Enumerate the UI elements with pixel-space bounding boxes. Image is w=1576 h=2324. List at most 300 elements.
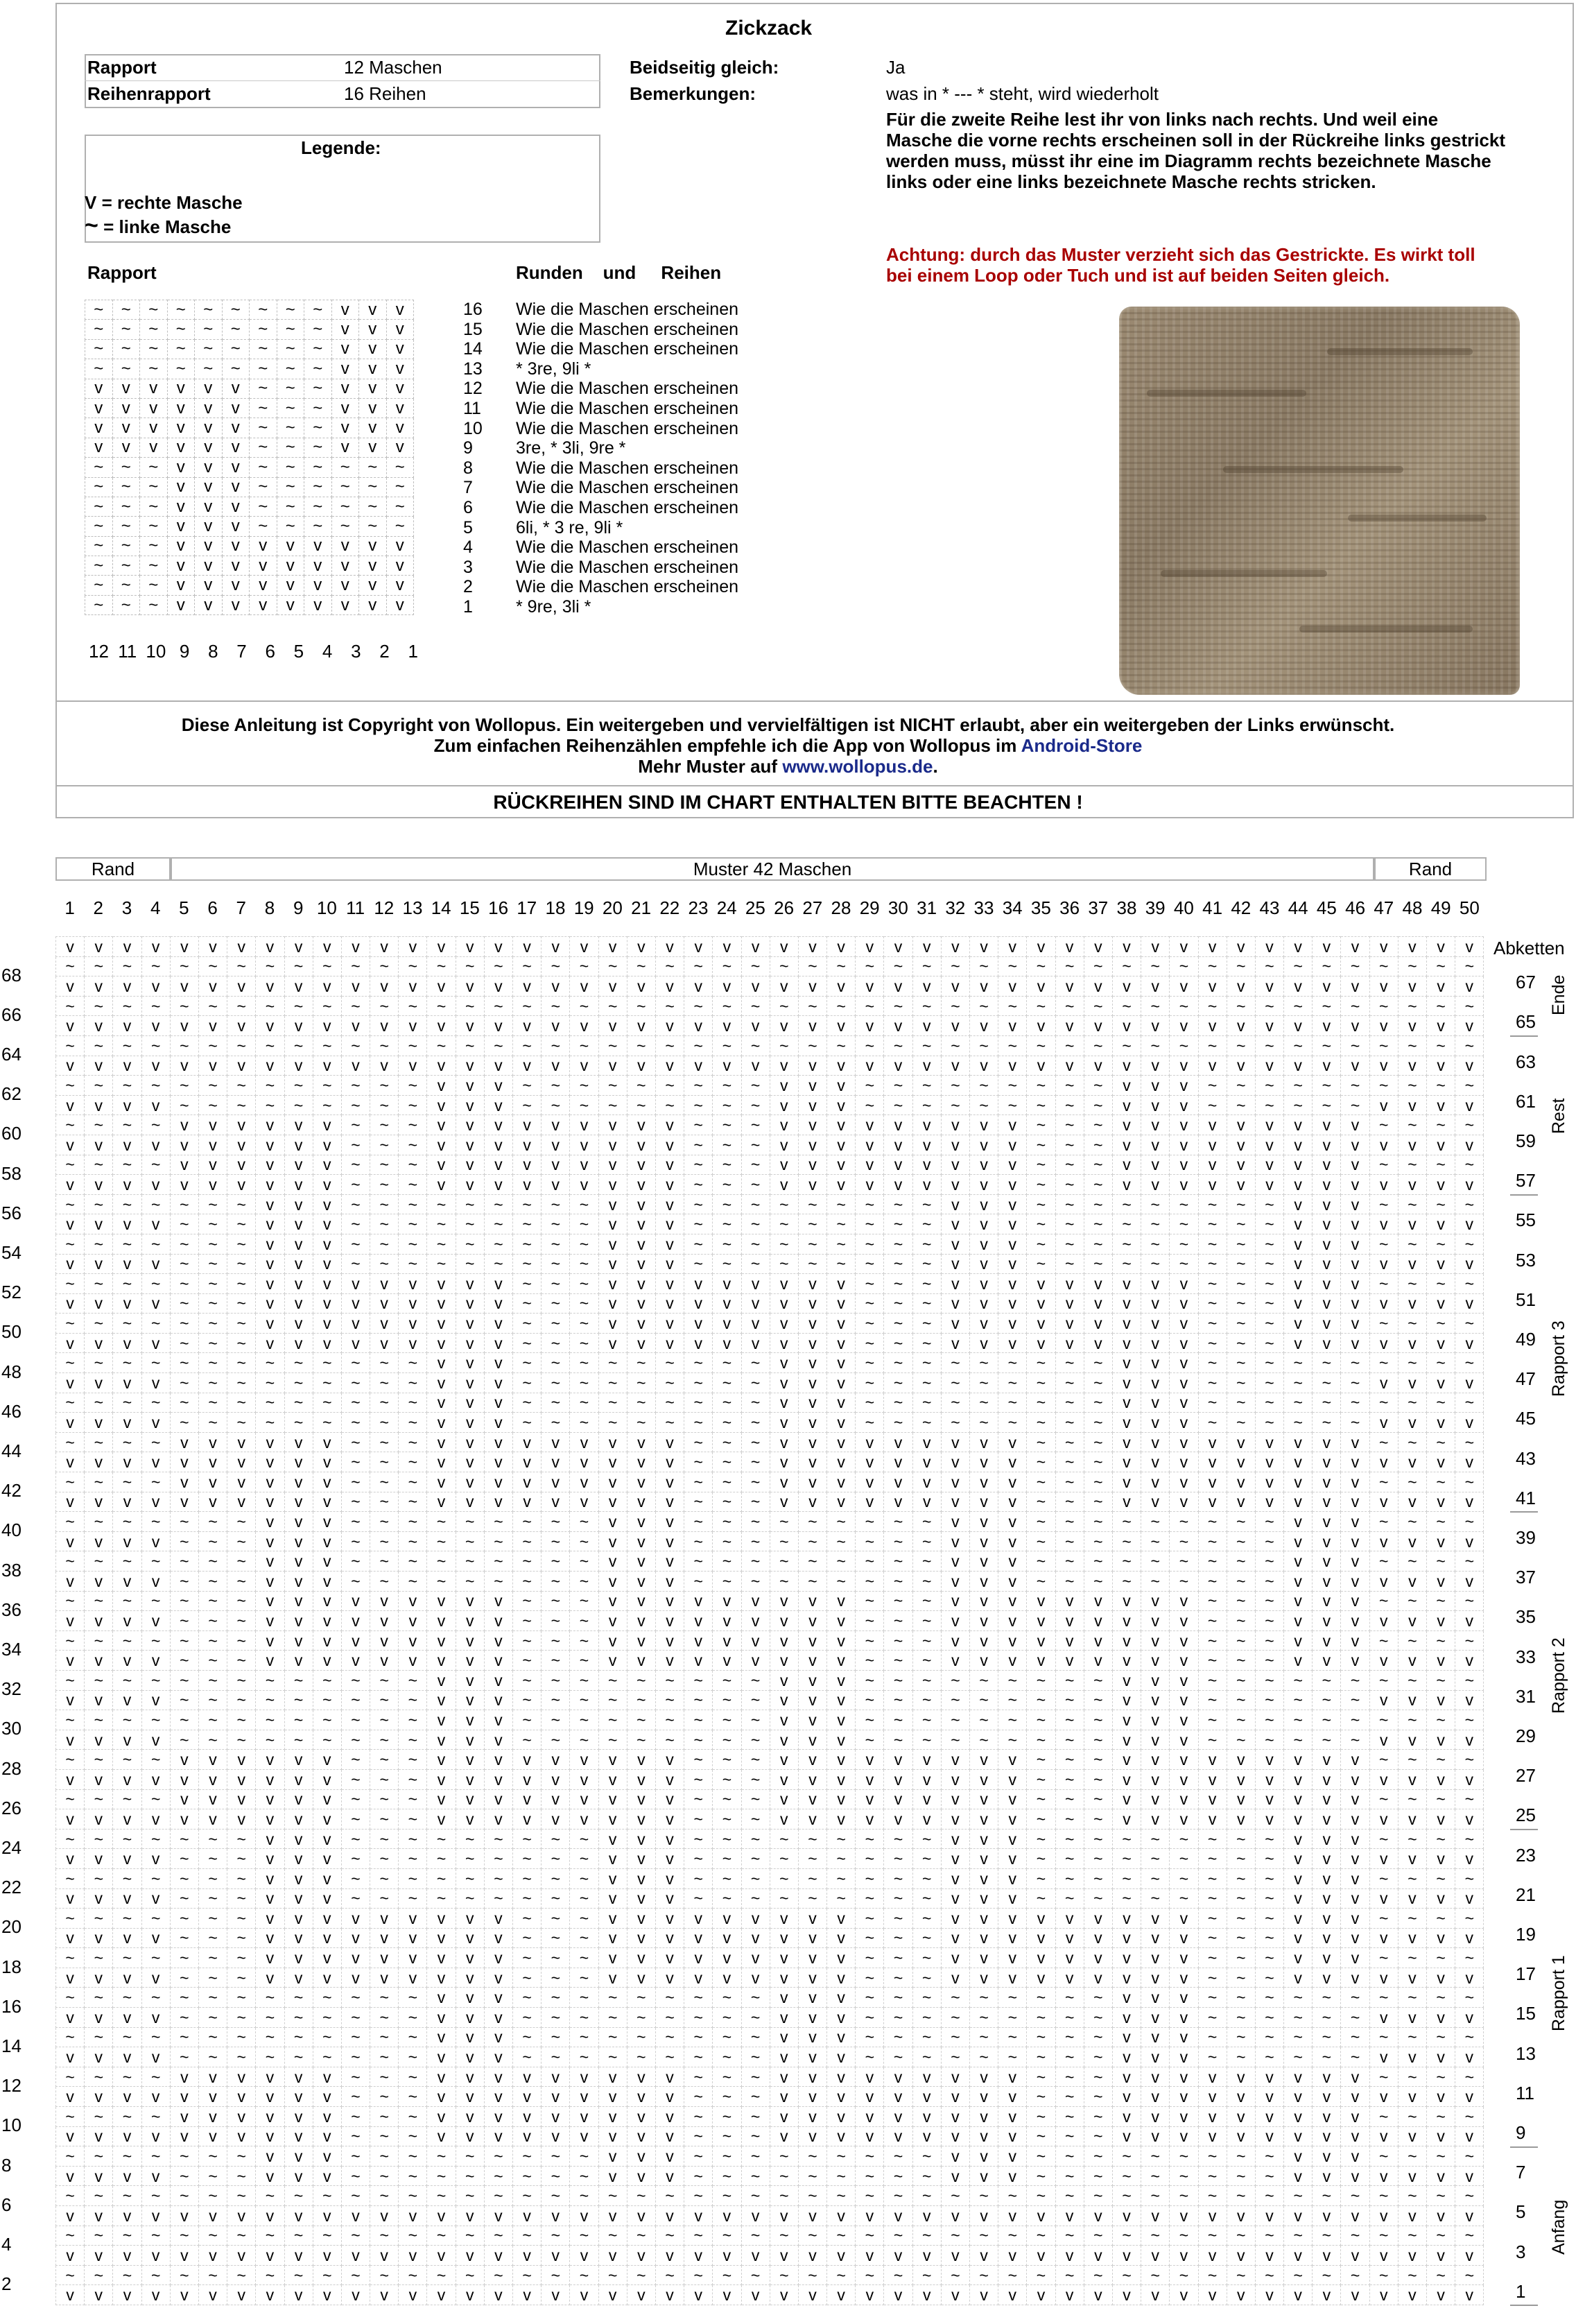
knit-stitch: v xyxy=(1341,1234,1369,1254)
knit-stitch: v xyxy=(456,1809,484,1830)
knit-stitch: v xyxy=(313,1175,341,1195)
purl-stitch: ~ xyxy=(1198,1710,1227,1730)
knit-stitch: v xyxy=(456,1670,484,1690)
purl-stitch: ~ xyxy=(1055,1670,1084,1690)
knit-stitch: v xyxy=(359,595,387,614)
knit-stitch: v xyxy=(827,1809,856,1830)
knit-stitch: v xyxy=(598,1572,627,1592)
knit-stitch: v xyxy=(113,1254,141,1274)
knit-stitch: v xyxy=(741,1948,770,1968)
knit-stitch: v xyxy=(1170,2206,1198,2226)
purl-stitch: ~ xyxy=(570,1373,598,1393)
purl-stitch: ~ xyxy=(684,1393,713,1413)
knit-stitch: v xyxy=(1341,1809,1369,1830)
purl-stitch: ~ xyxy=(684,1353,713,1373)
knit-stitch: v xyxy=(1084,1591,1112,1611)
purl-stitch: ~ xyxy=(570,1591,598,1611)
knit-stitch: v xyxy=(798,1155,826,1175)
knit-stitch: v xyxy=(341,1274,370,1294)
knit-stitch: v xyxy=(1198,1016,1227,1036)
purl-stitch: ~ xyxy=(570,1909,598,1929)
knit-stitch: v xyxy=(1341,1175,1369,1195)
purl-stitch: ~ xyxy=(359,517,387,536)
purl-stitch: ~ xyxy=(513,2027,542,2047)
purl-stitch: ~ xyxy=(684,2146,713,2167)
knit-stitch: v xyxy=(195,536,223,556)
knit-stitch: v xyxy=(770,1393,798,1413)
knit-stitch: v xyxy=(884,2206,912,2226)
chart-column-number: 41 xyxy=(1202,897,1223,918)
purl-stitch: ~ xyxy=(827,1214,856,1234)
chart-row-number: 8 xyxy=(1,2154,12,2176)
knit-stitch: v xyxy=(1227,2126,1255,2146)
knit-stitch: v xyxy=(85,2126,113,2146)
purl-stitch: ~ xyxy=(1055,1809,1084,1830)
knit-stitch: v xyxy=(1255,2067,1283,2087)
knit-stitch: v xyxy=(1112,2087,1141,2107)
purl-stitch: ~ xyxy=(370,1492,399,1512)
chart-row xyxy=(56,996,1484,1016)
knit-stitch: v xyxy=(1141,1175,1170,1195)
purl-stitch: ~ xyxy=(1284,1413,1313,1433)
purl-stitch: ~ xyxy=(140,320,168,339)
knit-stitch: v xyxy=(1141,1413,1170,1433)
purl-stitch: ~ xyxy=(170,1888,198,1909)
knit-stitch: v xyxy=(1455,1056,1484,1076)
knit-stitch: v xyxy=(655,2087,684,2107)
purl-stitch: ~ xyxy=(399,1670,427,1690)
knit-stitch: v xyxy=(655,1492,684,1512)
purl-stitch: ~ xyxy=(513,2265,542,2285)
purl-stitch: ~ xyxy=(570,1333,598,1353)
knit-stitch: v xyxy=(941,1928,969,1948)
knit-stitch: v xyxy=(85,1373,113,1393)
rapport-row-number: 9 xyxy=(463,438,473,458)
purl-stitch: ~ xyxy=(1427,2027,1455,2047)
knit-stitch: v xyxy=(884,1432,912,1452)
knit-stitch: v xyxy=(359,576,387,595)
knit-stitch: v xyxy=(341,1909,370,1929)
purl-stitch: ~ xyxy=(370,1234,399,1254)
purl-stitch: ~ xyxy=(313,1690,341,1710)
knit-stitch: v xyxy=(941,1155,969,1175)
purl-stitch: ~ xyxy=(141,1868,170,1888)
knit-stitch: v xyxy=(684,2246,713,2266)
purl-stitch: ~ xyxy=(1170,1551,1198,1572)
knit-stitch: v xyxy=(770,1492,798,1512)
purl-stitch: ~ xyxy=(1084,1254,1112,1274)
knit-stitch: v xyxy=(1112,1115,1141,1135)
chart-section-label: Anfang xyxy=(1549,2199,1568,2255)
knit-stitch: v xyxy=(770,1611,798,1631)
knit-stitch: v xyxy=(513,1135,542,1155)
purl-stitch: ~ xyxy=(1141,2186,1170,2206)
purl-stitch: ~ xyxy=(770,996,798,1016)
purl-stitch: ~ xyxy=(304,320,332,339)
chart-row xyxy=(56,1413,1484,1433)
purl-stitch: ~ xyxy=(513,1730,542,1750)
knit-stitch: v xyxy=(770,1333,798,1353)
knit-stitch: v xyxy=(141,2206,170,2226)
purl-stitch: ~ xyxy=(1398,2265,1426,2285)
purl-stitch: ~ xyxy=(341,1413,370,1433)
purl-stitch: ~ xyxy=(513,1829,542,1849)
knit-stitch: v xyxy=(256,1928,284,1948)
purl-stitch: ~ xyxy=(1170,1214,1198,1234)
purl-stitch: ~ xyxy=(170,1630,198,1651)
knit-stitch: v xyxy=(1427,2008,1455,2028)
knit-stitch: v xyxy=(331,339,359,359)
purl-stitch: ~ xyxy=(941,1670,969,1690)
purl-stitch: ~ xyxy=(998,2226,1027,2246)
knit-stitch: v xyxy=(1141,1611,1170,1631)
purl-stitch: ~ xyxy=(85,2226,113,2246)
purl-stitch: ~ xyxy=(912,1076,941,1096)
purl-stitch: ~ xyxy=(1427,2186,1455,2206)
knit-stitch: v xyxy=(970,1849,998,1869)
purl-stitch: ~ xyxy=(304,300,332,320)
chart-column-number: 46 xyxy=(1345,897,1366,918)
purl-stitch: ~ xyxy=(513,1591,542,1611)
purl-stitch: ~ xyxy=(113,1432,141,1452)
knit-stitch: v xyxy=(1255,1452,1283,1472)
purl-stitch: ~ xyxy=(1284,2265,1313,2285)
knit-stitch: v xyxy=(1170,1333,1198,1353)
knit-stitch: v xyxy=(1313,1868,1341,1888)
purl-stitch: ~ xyxy=(1255,1868,1283,1888)
knit-stitch: v xyxy=(684,1968,713,1988)
knit-stitch: v xyxy=(1170,1928,1198,1948)
purl-stitch: ~ xyxy=(684,1829,713,1849)
purl-stitch: ~ xyxy=(1027,1135,1055,1155)
knit-stitch: v xyxy=(227,2126,256,2146)
knit-stitch: v xyxy=(627,1572,655,1592)
knit-stitch: v xyxy=(1398,1611,1426,1631)
knit-stitch: v xyxy=(256,1135,284,1155)
purl-stitch: ~ xyxy=(741,1572,770,1592)
knit-stitch: v xyxy=(256,2067,284,2087)
knit-stitch: v xyxy=(827,1769,856,1789)
purl-stitch: ~ xyxy=(542,1690,570,1710)
purl-stitch: ~ xyxy=(1341,1690,1369,1710)
knit-stitch: v xyxy=(313,1948,341,1968)
knit-stitch: v xyxy=(970,1135,998,1155)
purl-stitch: ~ xyxy=(941,1373,969,1393)
knit-stitch: v xyxy=(456,1333,484,1353)
knit-stitch: v xyxy=(427,1591,456,1611)
knit-stitch: v xyxy=(598,1750,627,1770)
purl-stitch: ~ xyxy=(250,517,277,536)
knit-stitch: v xyxy=(1027,1928,1055,1948)
knit-stitch: v xyxy=(770,2008,798,2028)
knit-stitch: v xyxy=(884,1492,912,1512)
chart-row xyxy=(56,1214,1484,1234)
chart-row xyxy=(56,1769,1484,1789)
purl-stitch: ~ xyxy=(1055,1829,1084,1849)
knit-stitch: v xyxy=(1398,1452,1426,1472)
purl-stitch: ~ xyxy=(655,2186,684,2206)
knit-stitch: v xyxy=(484,1314,512,1334)
knit-stitch: v xyxy=(1398,1809,1426,1830)
purl-stitch: ~ xyxy=(399,1988,427,2008)
purl-stitch: ~ xyxy=(85,1035,113,1056)
purl-stitch: ~ xyxy=(341,1690,370,1710)
purl-stitch: ~ xyxy=(1255,1076,1283,1096)
purl-stitch: ~ xyxy=(427,1035,456,1056)
knit-stitch: v xyxy=(341,1293,370,1314)
knit-stitch: v xyxy=(56,976,85,997)
purl-stitch: ~ xyxy=(370,1214,399,1234)
chart-row-number: 62 xyxy=(1,1083,21,1105)
purl-stitch: ~ xyxy=(198,1591,227,1611)
knit-stitch: v xyxy=(341,1314,370,1334)
knit-stitch: v xyxy=(770,1809,798,1830)
purl-stitch: ~ xyxy=(198,1274,227,1294)
chart-row xyxy=(56,1393,1484,1413)
purl-stitch: ~ xyxy=(1055,2087,1084,2107)
knit-stitch: v xyxy=(998,1452,1027,1472)
purl-stitch: ~ xyxy=(998,1670,1027,1690)
knit-stitch: v xyxy=(1027,1293,1055,1314)
purl-stitch: ~ xyxy=(827,2146,856,2167)
purl-stitch: ~ xyxy=(1427,2146,1455,2167)
purl-stitch: ~ xyxy=(1313,1670,1341,1690)
purl-stitch: ~ xyxy=(627,2047,655,2067)
purl-stitch: ~ xyxy=(798,956,826,976)
purl-stitch: ~ xyxy=(1369,1314,1398,1334)
knit-stitch: v xyxy=(1455,2008,1484,2028)
knit-stitch: v xyxy=(570,2087,598,2107)
purl-stitch: ~ xyxy=(713,2126,741,2146)
purl-stitch: ~ xyxy=(912,1730,941,1750)
purl-stitch: ~ xyxy=(113,2186,141,2206)
knit-stitch: v xyxy=(1427,1611,1455,1631)
knit-stitch: v xyxy=(1055,1293,1084,1314)
knit-stitch: v xyxy=(1170,1611,1198,1631)
purl-stitch: ~ xyxy=(284,956,313,976)
purl-stitch: ~ xyxy=(741,1035,770,1056)
purl-stitch: ~ xyxy=(1027,2186,1055,2206)
purl-stitch: ~ xyxy=(598,2186,627,2206)
chart-row-number: 53 xyxy=(1516,1249,1536,1271)
purl-stitch: ~ xyxy=(684,2067,713,2087)
knit-stitch: v xyxy=(655,1651,684,1671)
knit-stitch: v xyxy=(284,1135,313,1155)
purl-stitch: ~ xyxy=(542,1254,570,1274)
knit-stitch: v xyxy=(1341,1512,1369,1532)
purl-stitch: ~ xyxy=(856,1314,884,1334)
purl-stitch: ~ xyxy=(304,339,332,359)
purl-stitch: ~ xyxy=(1255,1413,1283,1433)
purl-stitch: ~ xyxy=(1084,1155,1112,1175)
purl-stitch: ~ xyxy=(256,1373,284,1393)
knit-stitch: v xyxy=(313,2206,341,2226)
knit-stitch: v xyxy=(1112,1948,1141,1968)
purl-stitch: ~ xyxy=(713,1076,741,1096)
knit-stitch: v xyxy=(1141,2126,1170,2146)
purl-stitch: ~ xyxy=(1255,1928,1283,1948)
knit-stitch: v xyxy=(627,1849,655,1869)
purl-stitch: ~ xyxy=(684,2008,713,2028)
purl-stitch: ~ xyxy=(655,1393,684,1413)
knit-stitch: v xyxy=(1227,937,1255,957)
knit-stitch: v xyxy=(1369,1452,1398,1472)
purl-stitch: ~ xyxy=(884,1353,912,1373)
knit-stitch: v xyxy=(1055,2285,1084,2305)
knit-stitch: v xyxy=(331,379,359,398)
purl-stitch: ~ xyxy=(912,2265,941,2285)
knit-stitch: v xyxy=(513,2126,542,2146)
chart-column-number: 47 xyxy=(1374,897,1394,918)
purl-stitch: ~ xyxy=(1227,1670,1255,1690)
purl-stitch: ~ xyxy=(1198,2166,1227,2186)
knit-stitch: v xyxy=(113,2285,141,2305)
purl-stitch: ~ xyxy=(1055,1373,1084,1393)
knit-stitch: v xyxy=(570,1452,598,1472)
knit-stitch: v xyxy=(856,1809,884,1830)
purl-stitch: ~ xyxy=(912,1948,941,1968)
knit-stitch: v xyxy=(1398,1016,1426,1036)
purl-stitch: ~ xyxy=(341,1492,370,1512)
knit-stitch: v xyxy=(284,1452,313,1472)
knit-stitch: v xyxy=(570,1809,598,1830)
knit-stitch: v xyxy=(941,1591,969,1611)
purl-stitch: ~ xyxy=(1084,1076,1112,1096)
purl-stitch: ~ xyxy=(856,1076,884,1096)
purl-stitch: ~ xyxy=(741,1888,770,1909)
purl-stitch: ~ xyxy=(684,2226,713,2246)
purl-stitch: ~ xyxy=(1227,1909,1255,1929)
purl-stitch: ~ xyxy=(1284,956,1313,976)
purl-stitch: ~ xyxy=(770,1868,798,1888)
purl-stitch: ~ xyxy=(399,2166,427,2186)
knit-stitch: v xyxy=(1398,1888,1426,1909)
purl-stitch: ~ xyxy=(484,2146,512,2167)
purl-stitch: ~ xyxy=(250,379,277,398)
purl-stitch: ~ xyxy=(56,1234,85,1254)
purl-stitch: ~ xyxy=(250,320,277,339)
purl-stitch: ~ xyxy=(1198,1928,1227,1948)
knit-stitch: v xyxy=(1170,1432,1198,1452)
purl-stitch: ~ xyxy=(313,2047,341,2067)
purl-stitch: ~ xyxy=(1455,1909,1484,1929)
purl-stitch: ~ xyxy=(884,1630,912,1651)
purl-stitch: ~ xyxy=(884,1591,912,1611)
knit-stitch: v xyxy=(941,1274,969,1294)
purl-stitch: ~ xyxy=(884,1393,912,1413)
purl-stitch: ~ xyxy=(284,1988,313,2008)
purl-stitch: ~ xyxy=(570,1888,598,1909)
purl-stitch: ~ xyxy=(713,1988,741,2008)
knit-stitch: v xyxy=(198,1769,227,1789)
purl-stitch: ~ xyxy=(912,1373,941,1393)
purl-stitch: ~ xyxy=(1084,1452,1112,1472)
knit-stitch: v xyxy=(370,1651,399,1671)
knit-stitch: v xyxy=(56,1175,85,1195)
purl-stitch: ~ xyxy=(1398,1035,1426,1056)
purl-stitch: ~ xyxy=(655,2265,684,2285)
purl-stitch: ~ xyxy=(513,1690,542,1710)
knitting-chart-grid xyxy=(55,936,1484,2305)
knit-stitch: v xyxy=(770,2206,798,2226)
purl-stitch: ~ xyxy=(542,1333,570,1353)
knit-stitch: v xyxy=(1112,1968,1141,1988)
knit-stitch: v xyxy=(1112,1591,1141,1611)
chart-row-number: 51 xyxy=(1516,1289,1536,1310)
purl-stitch: ~ xyxy=(912,2008,941,2028)
knit-stitch: v xyxy=(713,1333,741,1353)
purl-stitch: ~ xyxy=(912,1035,941,1056)
purl-stitch: ~ xyxy=(741,1690,770,1710)
knit-stitch: v xyxy=(798,2008,826,2028)
purl-stitch: ~ xyxy=(570,1274,598,1294)
purl-stitch: ~ xyxy=(684,1730,713,1750)
rapport-row-instruction: Wie die Maschen erscheinen xyxy=(516,537,738,558)
purl-stitch: ~ xyxy=(1027,1194,1055,1214)
purl-stitch: ~ xyxy=(542,1849,570,1869)
purl-stitch: ~ xyxy=(912,1333,941,1353)
purl-stitch: ~ xyxy=(170,1095,198,1115)
knit-stitch: v xyxy=(1084,1274,1112,1294)
knit-stitch: v xyxy=(227,1135,256,1155)
purl-stitch: ~ xyxy=(884,1928,912,1948)
app-line-text: Zum einfachen Reihenzählen empfehle ich die App von Wollopus im xyxy=(433,735,1021,756)
purl-stitch: ~ xyxy=(827,1254,856,1274)
chart-row-number: 41 xyxy=(1516,1487,1536,1508)
purl-stitch: ~ xyxy=(884,1868,912,1888)
purl-stitch: ~ xyxy=(341,2008,370,2028)
knit-stitch: v xyxy=(941,1135,969,1155)
purl-stitch: ~ xyxy=(113,1988,141,2008)
purl-stitch: ~ xyxy=(1141,1551,1170,1572)
purl-stitch: ~ xyxy=(198,1512,227,1532)
purl-stitch: ~ xyxy=(56,1909,85,1929)
knit-stitch: v xyxy=(884,1056,912,1076)
purl-stitch: ~ xyxy=(1027,1829,1055,1849)
knit-stitch: v xyxy=(113,1492,141,1512)
knit-stitch: v xyxy=(970,2126,998,2146)
purl-stitch: ~ xyxy=(140,339,168,359)
knit-stitch: v xyxy=(456,1710,484,1730)
purl-stitch: ~ xyxy=(713,1492,741,1512)
purl-stitch: ~ xyxy=(256,1035,284,1056)
knit-stitch: v xyxy=(770,1452,798,1472)
knit-stitch: v xyxy=(141,1254,170,1274)
purl-stitch: ~ xyxy=(684,1988,713,2008)
purl-stitch: ~ xyxy=(1398,1829,1426,1849)
purl-stitch: ~ xyxy=(513,1035,542,1056)
purl-stitch: ~ xyxy=(542,1670,570,1690)
knit-stitch: v xyxy=(56,1413,85,1433)
knit-stitch: v xyxy=(1112,2246,1141,2266)
knit-stitch: v xyxy=(798,1175,826,1195)
purl-stitch: ~ xyxy=(1427,996,1455,1016)
knit-stitch: v xyxy=(222,418,250,438)
purl-stitch: ~ xyxy=(140,458,168,477)
purl-stitch: ~ xyxy=(341,956,370,976)
purl-stitch: ~ xyxy=(713,2226,741,2246)
purl-stitch: ~ xyxy=(399,1849,427,1869)
knit-stitch: v xyxy=(1313,1472,1341,1492)
purl-stitch: ~ xyxy=(484,2166,512,2186)
wollopus-website-link[interactable]: www.wollopus.de xyxy=(782,756,933,777)
purl-stitch: ~ xyxy=(513,1274,542,1294)
purl-stitch: ~ xyxy=(341,1769,370,1789)
knit-stitch: v xyxy=(827,1452,856,1472)
purl-stitch: ~ xyxy=(884,1333,912,1353)
knit-stitch: v xyxy=(970,1928,998,1948)
android-store-link[interactable]: Android-Store xyxy=(1021,735,1143,756)
